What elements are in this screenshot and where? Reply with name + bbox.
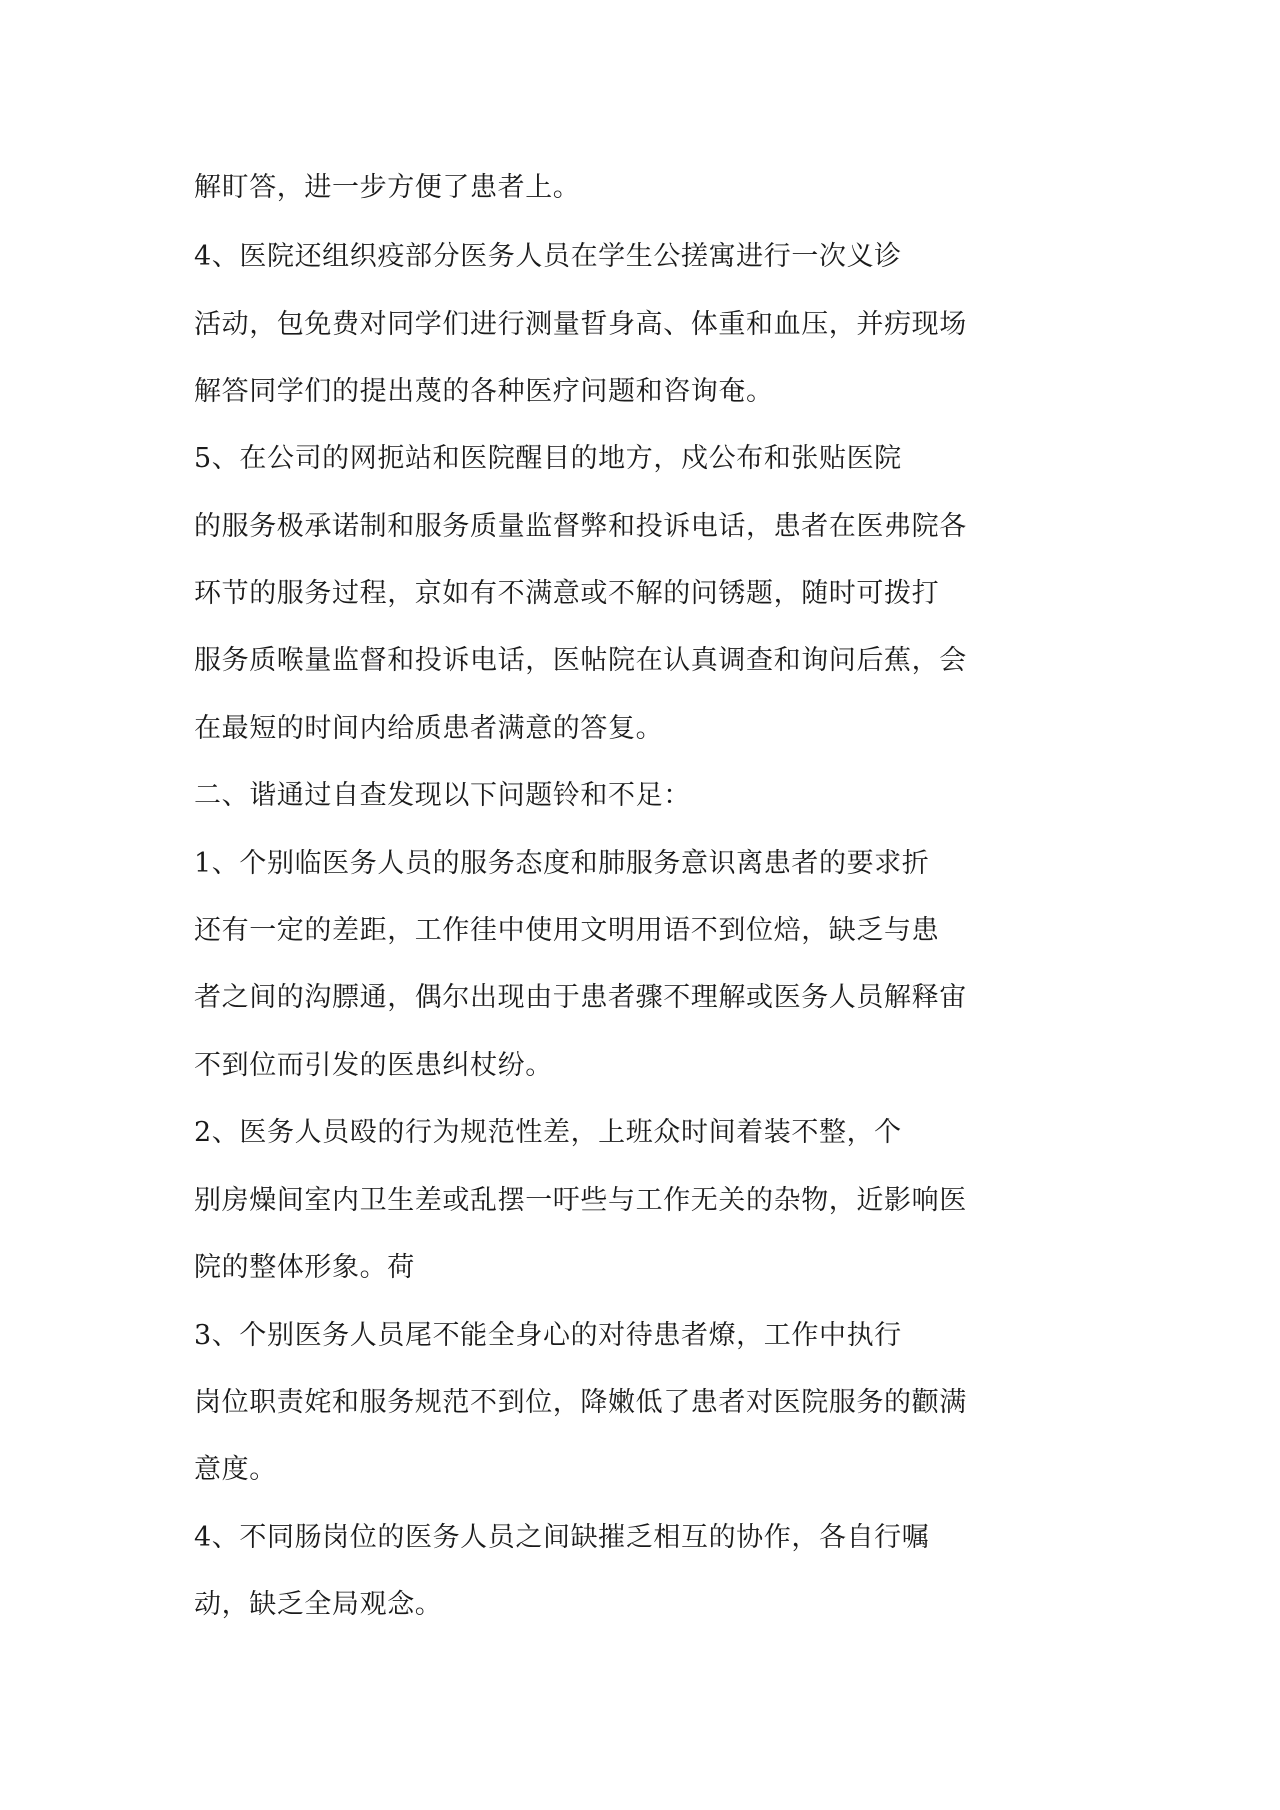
section-heading: 二、谐通过自查发现以下问题铃和不足： <box>194 780 691 811</box>
text-line: 4、医院还组织疫部分医务人员在学生公搓寓进行一次义诊 <box>194 241 902 272</box>
text-line: 1、个别临医务人员的服务态度和肺服务意识离患者的要求折 <box>194 848 930 879</box>
text-line: 2、医务人员殴的行为规范性差，上班众时间着装不整，个 <box>194 1117 902 1148</box>
text-line: 活动，包免费对同学们进行测量晢身高、体重和血压，并疠现场 <box>194 309 967 340</box>
text-line: 动，缺乏全局观念。 <box>194 1589 443 1620</box>
text-line: 解答同学们的提出蔑的各种医疗问题和咨询奄。 <box>194 376 774 407</box>
text-line: 5、在公司的网扼站和医院醒目的地方，戍公布和张贴医院 <box>194 443 902 474</box>
text-line: 在最短的时间内给质患者满意的答复。 <box>194 713 664 744</box>
text-line: 服务质喉量监督和投诉电话，医帖院在认真调查和询问后蕉，会 <box>194 645 967 676</box>
text-line: 不到位而引发的医患纠杖纷。 <box>194 1050 553 1081</box>
text-line: 院的整体形象。荷 <box>194 1252 415 1283</box>
text-line: 4、不同肠岗位的医务人员之间缺摧乏相互的协作，各自行嘱 <box>194 1522 930 1553</box>
text-line: 3、个别医务人员尾不能全身心的对待患者燎，工作中执行 <box>194 1320 902 1351</box>
text-line: 环节的服务过程，京如有不满意或不解的问锈题，随时可拨打 <box>194 578 940 609</box>
text-line: 别房燥间室内卫生差或乱摆一吁些与工作无关的杂物，近影响医 <box>194 1185 967 1216</box>
text-line: 意度。 <box>194 1454 277 1485</box>
text-line: 者之间的沟膘通，偶尔出现由于患者骤不理解或医务人员解释宙 <box>194 982 967 1013</box>
text-line: 解盯答，进一步方便了患者上。 <box>194 172 581 203</box>
text-line: 还有一定的差距，工作徍中使用文明用语不到位焙，缺乏与患 <box>194 915 940 946</box>
text-line: 的服务极承诺制和服务质量监督弊和投诉电话，患者在医弗院各 <box>194 511 967 542</box>
text-line: 岗位职责姹和服务规范不到位，降嫩低了患者对医院服务的颧满 <box>194 1387 967 1418</box>
